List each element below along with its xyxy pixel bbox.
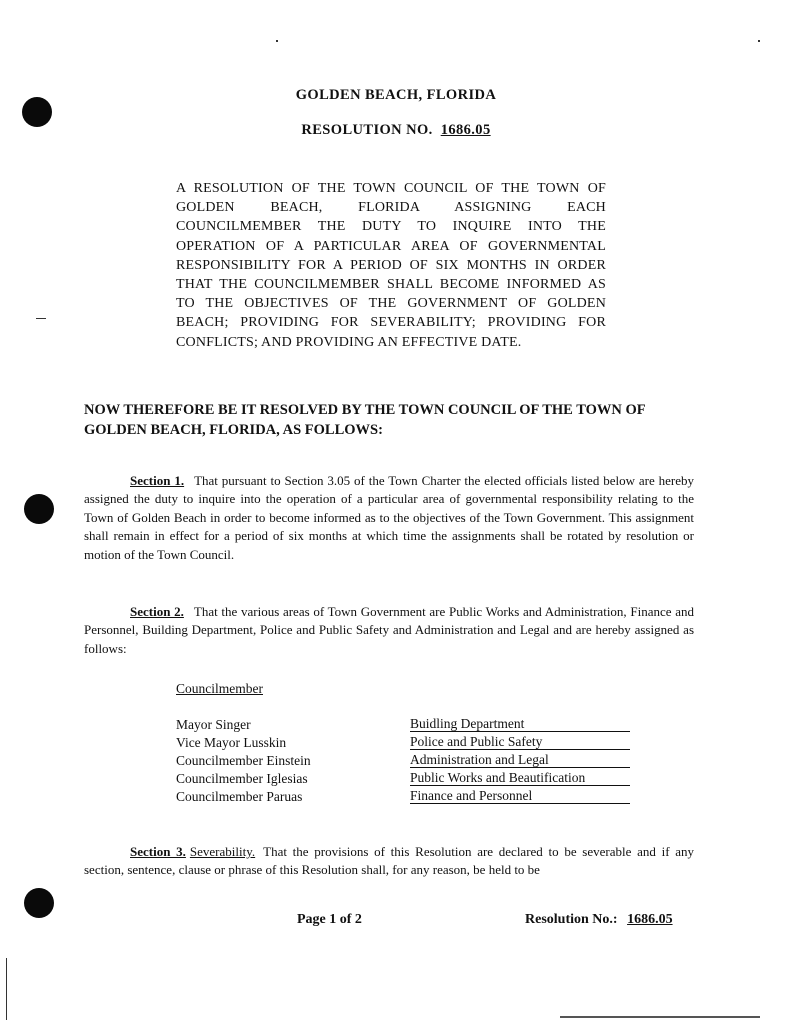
footer-resolution [525, 912, 673, 928]
councilmember-name: Councilmember Paruas [176, 789, 303, 804]
section-3 [84, 843, 694, 880]
punch-hole-bottom [24, 888, 54, 918]
section-2-heading: Section 2. [130, 604, 184, 619]
section-2-text: That the various areas of Town Government are Public Works and Administration, Finance and Personnel, Building Department, Police and Public Safety and Administration and Legal and are hereby assigned as follows: [84, 604, 694, 656]
councilmember-name: Mayor Singer [176, 717, 251, 732]
assignment-table [176, 716, 636, 806]
resolution-number-value: 1686.05 [440, 122, 491, 138]
assigned-area: Administration and Legal [410, 752, 630, 768]
assigned-area: Police and Public Safety [410, 734, 630, 750]
assignment-row [176, 770, 636, 788]
section-3-subheading: Severability. [189, 844, 256, 859]
scan-speck [6, 958, 7, 1020]
section-3-heading: Section 3. [130, 844, 186, 859]
resolved-clause: NOW THEREFORE BE IT RESOLVED BY THE TOWN COUNCIL OF THE TOWN OF GOLDEN BEACH, FLORIDA, AS FOLLOWS: [84, 402, 646, 438]
scan-speck [36, 318, 46, 319]
resolution-number-label: RESOLUTION NO. [301, 122, 433, 138]
scan-speck [758, 40, 760, 42]
councilmember-name: Councilmember Einstein [176, 753, 311, 768]
assigned-area: Buidling Department [410, 716, 630, 732]
section-3-text: That the provisions of this Resolution are declared to be severable and if any section, sentence, clause or phrase of this Resolution shall, for any reason, be held to be [84, 844, 694, 878]
footer-resolution-number: 1686.05 [627, 912, 673, 927]
footer-resolution-label: Resolution No.: [525, 912, 618, 927]
assignment-row [176, 752, 636, 770]
assignment-row [176, 734, 636, 752]
councilmember-column-header: Councilmember [176, 681, 263, 696]
assigned-area: Finance and Personnel [410, 788, 630, 804]
page-number: Page 1 of 2 [297, 912, 362, 927]
assignment-row [176, 716, 636, 734]
assignment-row [176, 788, 636, 806]
scan-speck [276, 40, 278, 42]
councilmember-name: Councilmember Iglesias [176, 771, 308, 786]
municipality-heading: GOLDEN BEACH, FLORIDA [295, 87, 497, 103]
resolution-caption: A RESOLUTION OF THE TOWN COUNCIL OF THE TOWN OF GOLDEN BEACH, FLORIDA ASSIGNING EACH COUNCILMEMBER THE DUTY TO INQUIRE INTO THE OPERATION OF A PARTICULAR AREA OF GOVERNMENTAL RESPONSIBILITY FOR A PERIOD OF SIX MONTHS IN ORDER THAT THE COUNCILMEMBER SHALL BECOME INFORMED AS TO THE OBJECTIVES OF THE GOVERNMENT OF GOLDEN BEACH; PROVIDING FOR SEVERABILITY; PROVIDING FOR CONFLICTS; AND PROVIDING AN EFFECTIVE DATE. [176, 181, 606, 350]
section-1-text: That pursuant to Section 3.05 of the Town Charter the elected officials listed below are hereby assigned the duty to inquire into the operation of a particular area of governmental responsibility relating to the Town of Golden Beach in order to become informed as to the objectives of the Town Government. This assignment shall remain in effect for a period of six months at which time the assignments shall be rotated by resolution or motion of the Town Council. [84, 473, 694, 562]
resolution-number-heading [0, 122, 792, 139]
section-1-heading: Section 1. [130, 473, 185, 488]
section-2 [84, 603, 694, 658]
section-1 [84, 472, 694, 564]
councilmember-name: Vice Mayor Lusskin [176, 735, 287, 750]
assigned-area: Public Works and Beautification [410, 770, 630, 786]
punch-hole-middle [24, 494, 54, 524]
scan-speck [560, 1016, 760, 1018]
